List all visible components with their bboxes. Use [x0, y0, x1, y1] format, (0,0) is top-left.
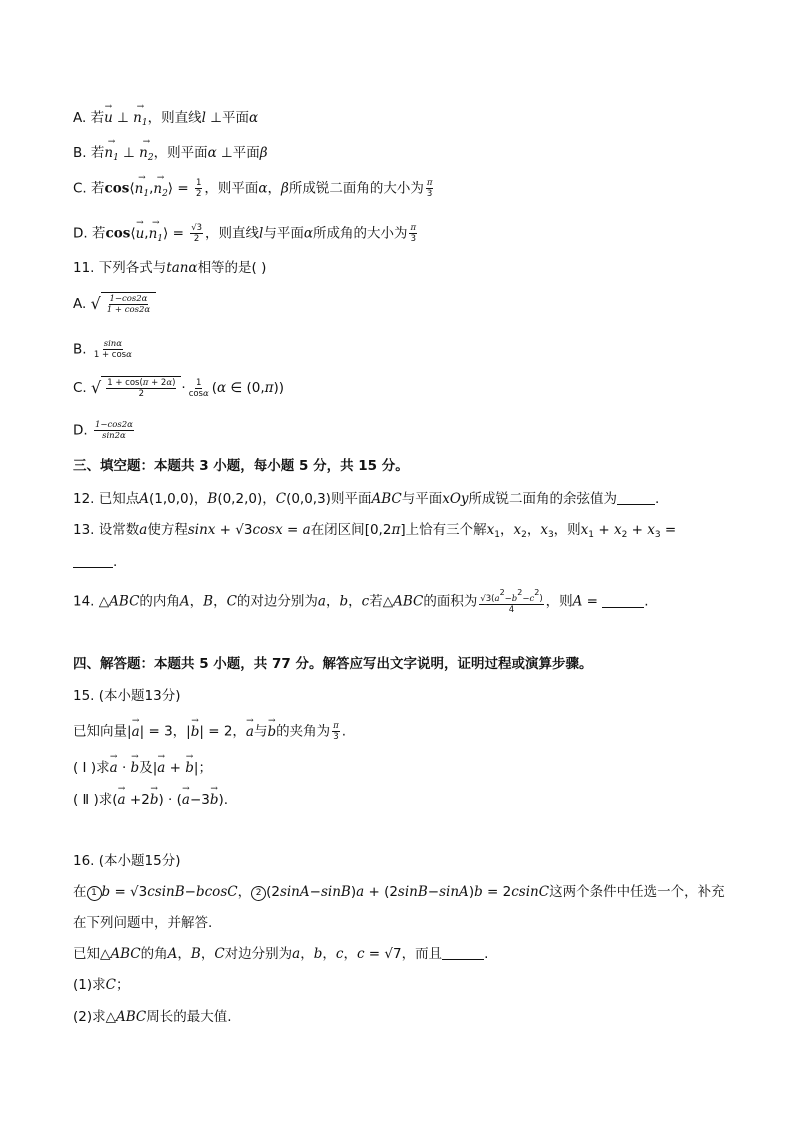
- q11-option-d: D. $\frac{1-\cos 2\alpha}{\sin 2\alpha}$: [73, 420, 133, 441]
- q14: 14. △ABC的内角A，B，C的对边分别为a，b，c若△ABC的面积为 $\frac{√3(a2-b2-c2)}{4}$ ，则A = .: [73, 588, 649, 615]
- q16-line-3: 已知△ABC的角A，B，C对边分别为a，b，c，c = √7，而且 .: [73, 946, 489, 962]
- q12: 12. 已知点A(1,0,0)，B(0,2,0)，C(0,0,3)则平面ABC与平面xOy所成锐二面角的余弦值为 .: [73, 491, 660, 507]
- q16-part-2: (2)求△ABC周长的最大值.: [73, 1009, 232, 1025]
- q13: 13. 设常数a使方程sinx + √3cosx = a在闭区间[0,2π]上恰有三个解$x_1$，$x_2$，$x_3$，则$x_1 + x_2 + x_3$ =: [73, 522, 677, 540]
- q16-line-1: 在 1 b = √3csinB−bcosC， 2 (2sinA−sinB)a + (2sinB−sinA)b = 2csinC这两个条件中任选一个，补充: [73, 884, 725, 900]
- q10-option-d: D. 若cos⟨→ $u,\to n_1⟩$ = $\frac{√3}{2}$ ，则直线l与平面α所成角的大小为 $\frac{\pi}{3}$: [73, 223, 419, 249]
- section-4-heading: 四、解答题：本题共 5 小题，共 77 分。解答应写出文字说明，证明过程或演算步骤。: [73, 656, 593, 672]
- q11-option-c: C. √ $\frac{1 + \cos(\pi + 2\alpha)}{2}$ · $\frac{1}{\cos\alpha}$ (α ∈ (0,π)): [73, 377, 285, 399]
- q15-part-2: ( Ⅱ )求(→ a +2→ b) · (→ a−3→ b).: [73, 790, 228, 810]
- q16-part-1: (1)求C；: [73, 977, 130, 993]
- q16-line-2: 在下列问题中，并解答.: [73, 915, 213, 931]
- q11-option-b: B. $\frac{\sin\alpha}{1 + \cos\alpha}$: [73, 339, 132, 360]
- q13-blank-line: .: [73, 552, 117, 572]
- q15-title: 15. (本小题13分): [73, 688, 181, 704]
- q10-option-b: B. 若→ $n_1$ ⊥ → $n_2$，则平面α ⊥平面β: [73, 143, 268, 168]
- q15-stem: 已知向量|→ a| = 3，|→ b| = 2，→ a与→ b的夹角为 $\frac{\pi}{3}$ .: [73, 721, 346, 742]
- q10-option-a: A. 若→ u ⊥ → $n_1$，则直线l ⊥平面α: [73, 108, 258, 133]
- q11-option-a: A. √ $\frac{1-\cos 2\alpha}{1 + \cos 2\alpha}$: [73, 292, 156, 316]
- q10-option-c: C. 若cos⟨→ $n_1,\to$ $n_2⟩$ = $\frac{1}{2}$ ，则平面α，β所成锐二面角的大小为 $\frac{\pi}{3}$: [73, 178, 435, 204]
- q11-stem: 11. 下列各式与tanα相等的是( ): [73, 260, 267, 276]
- q15-part-1: ( Ⅰ )求→ a · → b及|→ a + → b|；: [73, 758, 212, 778]
- section-3-heading: 三、填空题：本题共 3 小题，每小题 5 分，共 15 分。: [73, 458, 409, 474]
- q16-title: 16. (本小题15分): [73, 853, 181, 869]
